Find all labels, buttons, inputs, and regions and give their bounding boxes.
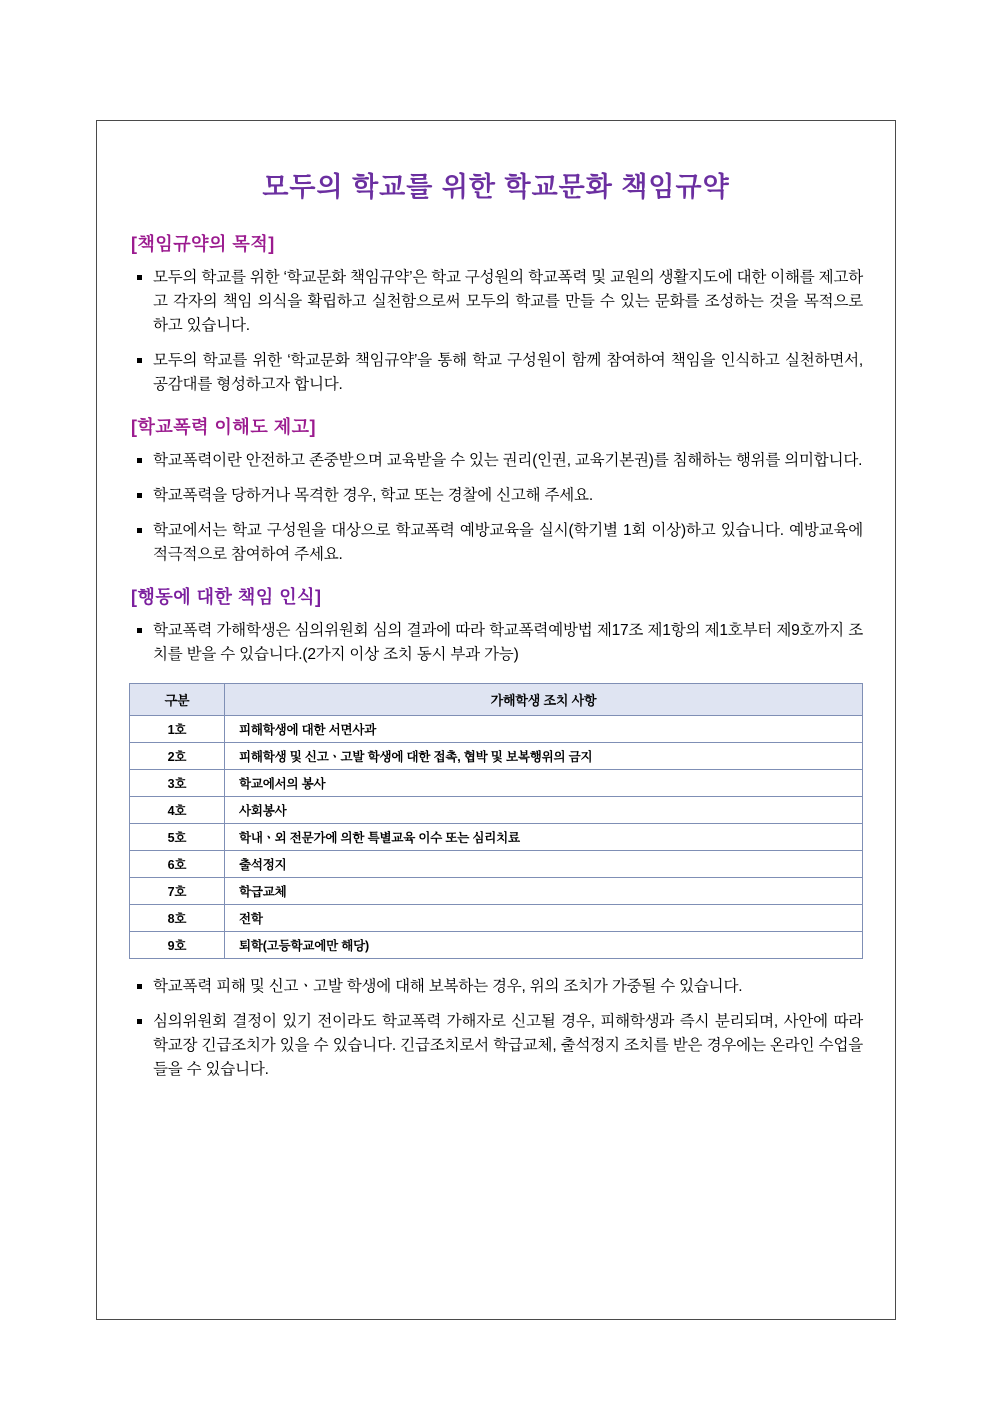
cell-no: 8호 <box>130 905 225 932</box>
cell-desc: 전학 <box>225 905 863 932</box>
list-item: 학교폭력이란 안전하고 존중받으며 교육받을 수 있는 권리(인권, 교육기본권)를 침해하는 행위를 의미합니다. <box>129 449 863 473</box>
purpose-list <box>129 266 863 397</box>
page-title: 모두의 학교를 위한 학교문화 책임규약 <box>262 172 730 202</box>
table-row <box>130 770 863 797</box>
list-item: 학교폭력 피해 및 신고ㆍ고발 학생에 대해 보복하는 경우, 위의 조치가 가중될 수 있습니다. <box>129 975 863 999</box>
table-body <box>130 716 863 959</box>
table-row <box>130 743 863 770</box>
cell-desc: 학내ㆍ외 전문가에 의한 특별교육 이수 또는 심리치료 <box>225 824 863 851</box>
document-page <box>96 120 896 1320</box>
cell-desc: 출석정지 <box>225 851 863 878</box>
cell-no: 1호 <box>130 716 225 743</box>
column-header-desc: 가해학생 조치 사항 <box>225 684 863 716</box>
responsibility-list-top <box>129 619 863 667</box>
measures-table <box>129 683 863 959</box>
section-heading-purpose: [책임규약의 목적] <box>131 234 275 254</box>
cell-no: 6호 <box>130 851 225 878</box>
table-header-row <box>130 684 863 716</box>
table-row <box>130 716 863 743</box>
column-header-no: 구분 <box>130 684 225 716</box>
list-item: 학교에서는 학교 구성원을 대상으로 학교폭력 예방교육을 실시(학기별 1회 이상)하고 있습니다. 예방교육에 적극적으로 참여하여 주세요. <box>129 519 863 567</box>
cell-desc: 퇴학(고등학교에만 해당) <box>225 932 863 959</box>
section-heading-responsibility: [행동에 대한 책임 인식] <box>131 587 322 608</box>
understanding-list <box>129 449 863 567</box>
cell-desc: 피해학생 및 신고ㆍ고발 학생에 대한 접촉, 협박 및 보복행위의 금지 <box>225 743 863 770</box>
cell-no: 5호 <box>130 824 225 851</box>
cell-desc: 학급교체 <box>225 878 863 905</box>
list-item: 모두의 학교를 위한 ‘학교문화 책임규약’은 학교 구성원의 학교폭력 및 교원의 생활지도에 대한 이해를 제고하고 각자의 책임 의식을 확립하고 실천함으로써 모두의 학교를 만들 수 있는 문화를 조성하는 것을 목적으로 하고 있습니다. <box>129 266 863 338</box>
cell-no: 3호 <box>130 770 225 797</box>
list-item: 심의위원회 결정이 있기 전이라도 학교폭력 가해자로 신고될 경우, 피해학생과 즉시 분리되며, 사안에 따라 학교장 긴급조치가 있을 수 있습니다. 긴급조치로서 학급교체, 출석정지 조치를 받은 경우에는 온라인 수업을 들을 수 있습니다. <box>129 1010 863 1082</box>
cell-desc: 피해학생에 대한 서면사과 <box>225 716 863 743</box>
responsibility-list-bottom <box>129 975 863 1082</box>
table-row <box>130 851 863 878</box>
cell-no: 4호 <box>130 797 225 824</box>
table-header <box>130 684 863 716</box>
table-row <box>130 797 863 824</box>
table-row <box>130 824 863 851</box>
cell-no: 2호 <box>130 743 225 770</box>
table-row <box>130 878 863 905</box>
cell-desc: 사회봉사 <box>225 797 863 824</box>
cell-no: 9호 <box>130 932 225 959</box>
cell-desc: 학교에서의 봉사 <box>225 770 863 797</box>
cell-no: 7호 <box>130 878 225 905</box>
list-item: 학교폭력을 당하거나 목격한 경우, 학교 또는 경찰에 신고해 주세요. <box>129 484 863 508</box>
list-item: 모두의 학교를 위한 ‘학교문화 책임규약’을 통해 학교 구성원이 함께 참여하여 책임을 인식하고 실천하면서, 공감대를 형성하고자 합니다. <box>129 349 863 397</box>
table-row <box>130 932 863 959</box>
section-heading-understanding: [학교폭력 이해도 제고] <box>131 417 316 438</box>
table-row <box>130 905 863 932</box>
list-item: 학교폭력 가해학생은 심의위원회 심의 결과에 따라 학교폭력예방법 제17조 제1항의 제1호부터 제9호까지 조치를 받을 수 있습니다.(2가지 이상 조치 동시 부과 가능) <box>129 619 863 667</box>
